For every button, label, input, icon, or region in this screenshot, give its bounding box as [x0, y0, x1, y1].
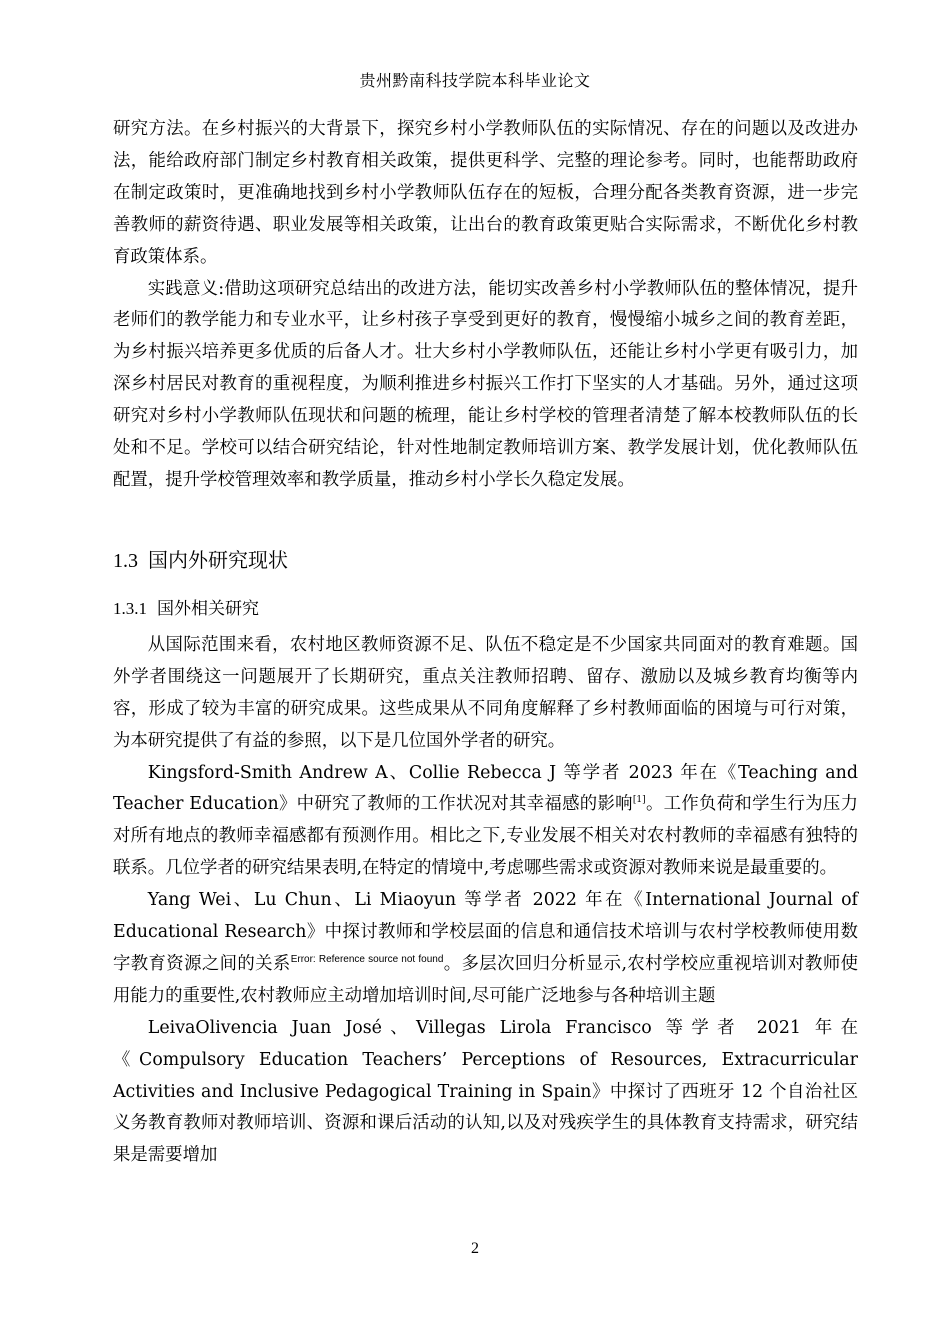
section-title: 国内外研究现状 — [148, 547, 288, 572]
section-number: 1.3 — [113, 549, 138, 572]
paragraph-text: 。工作负荷和学生行为压力对所有地点的教师幸福感都有预测作用。相比之下,专业发展不相关对农村教师的幸福感有独特的联系。几位学者的研究结果表明,在特定的情境中,考虑哪些需求或资源对教师来说是最重要的。 — [113, 794, 858, 879]
section-heading-1-3-1 — [113, 594, 858, 624]
page-number: 2 — [471, 1240, 479, 1257]
paragraph-text: Yang Wei、Lu Chun、Li Miaoyun 等学者 2022 年在《International Journal of Educational Research》中探讨教师和学校层面的信息和通信技术培训与农村学校教师使用数字教育资源之间的关系 — [113, 890, 858, 974]
paragraph-kingsford-smith — [113, 758, 858, 886]
section-heading-1-3 — [113, 541, 858, 580]
header-divider — [113, 98, 860, 99]
citation-marker: [1] — [632, 795, 646, 806]
paragraph-yang-wei — [113, 885, 858, 1013]
paragraph-leiva-olivencia: LeivaOlivencia Juan José、Villegas Lirola Francisco 等学者 2021 年在《Compulsory Education Teachers’ Perceptions of Resources, Extracurricular Activities and Inclusive Pedagogical Training in Spain》中探讨了西班牙 12 个自治社区义务教育教师对教师培训、资源和课后活动的认知,以及对残疾学生的具体教育支持需求，研究结果是需要增加 — [113, 1017, 858, 1166]
paragraph-research-methods: 研究方法。在乡村振兴的大背景下，探究乡村小学教师队伍的实际情况、存在的问题以及改进办法，能给政府部门制定乡村教育相关政策，提供更科学、完整的理论参考。同时，也能帮助政府在制定政策时，更准确地找到乡村小学教师队伍存在的短板，合理分配各类教育资源，进一步完善教师的薪资待遇、职业发展等相关政策，让出台的教育政策更贴合实际需求，不断优化乡村教育政策体系。 — [113, 119, 858, 267]
page-header: 贵州黔南科技学院本科毕业论文 — [359, 71, 591, 90]
paragraph-text: Kingsford-Smith Andrew A、Collie Rebecca J 等学者 2023 年在《Teaching and Teacher Education》中研究了教师的工作状况对其幸福感的影响 — [113, 762, 858, 815]
paragraph-text: 。多层次回归分析显示,农村学校应重视培训对教师使用能力的重要性,农村教师应主动增加培训时间,尽可能广泛地参与各种培训主题 — [113, 953, 858, 1006]
reference-error-marker: Error: Reference source not found — [290, 953, 444, 965]
document-body — [113, 114, 858, 1172]
paragraph-practical-significance: 实践意义:借助这项研究总结出的改进方法，能切实改善乡村小学教师队伍的整体情况，提升老师们的教学能力和专业水平，让乡村孩子享受到更好的教育，慢慢缩小城乡之间的教育差距，为乡村振兴培养更多优质的后备人才。壮大乡村小学教师队伍，还能让乡村小学更有吸引力，加深乡村居民对教育的重视程度，为顺利推进乡村振兴工作打下坚实的人才基础。另外，通过这项研究对乡村小学教师队伍现状和问题的梳理，能让乡村学校的管理者清楚了解本校教师队伍的长处和不足。学校可以结合研究结论，针对性地制定教师培训方案、教学发展计划，优化教师队伍配置，提升学校管理效率和教学质量，推动乡村小学长久稳定发展。 — [113, 278, 858, 490]
subsection-title: 国外相关研究 — [157, 598, 259, 619]
paragraph-international-overview: 从国际范围来看，农村地区教师资源不足、队伍不稳定是不少国家共同面对的教育难题。国外学者围绕这一问题展开了长期研究，重点关注教师招聘、留存、激励以及城乡教育均衡等内容，形成了较为丰富的研究成果。这些成果从不同角度解释了乡村教师面临的困境与可行对策，为本研究提供了有益的参照，以下是几位国外学者的研究。 — [113, 634, 858, 751]
subsection-number: 1.3.1 — [113, 598, 147, 618]
